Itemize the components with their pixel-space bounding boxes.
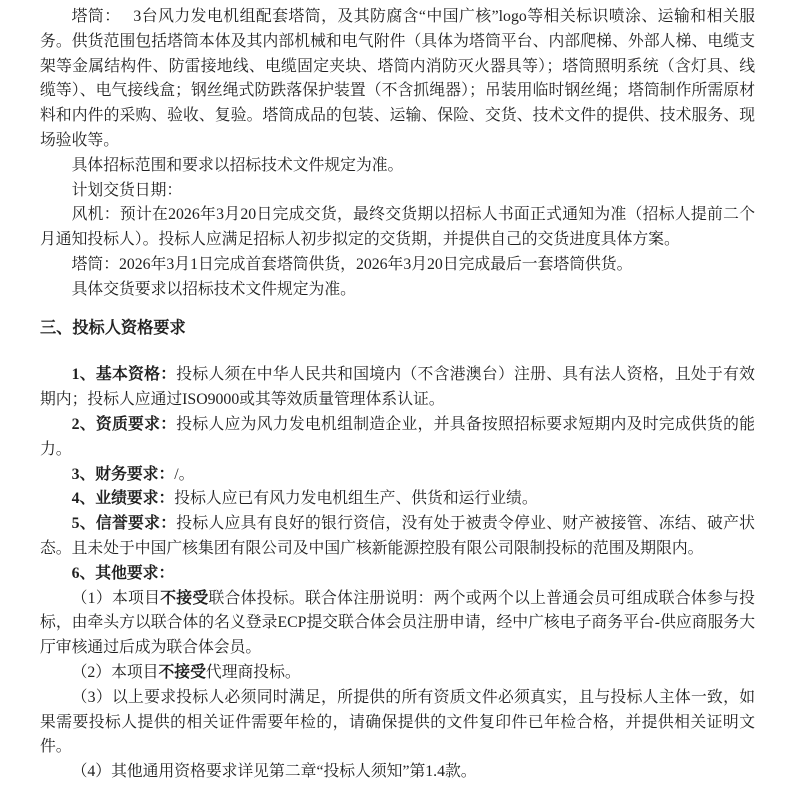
text-run: 投标人应已有风力发电机组生产、供货和运行业绩。 (174, 490, 538, 508)
bold-text-run: 2、资质要求： (71, 415, 177, 433)
section-heading-bidder-qualification (40, 316, 755, 341)
paragraph-requirement-1-basic (40, 363, 755, 413)
paragraph-turbine-delivery (40, 203, 755, 253)
bold-text-run: 6、其他要求： (71, 564, 175, 582)
text-run: 风机：预计在2026年3月20日完成交货，最终交货期以招标人书面正式通知为准（招标人提前二个月通知投标人）。投标人应满足招标人初步拟定的交货期，并提供自己的交货进度具体方案。 (40, 206, 755, 249)
paragraph-requirement-3-financial (40, 463, 755, 488)
paragraph-scope-reference (40, 154, 755, 179)
paragraph-other-4-general (40, 760, 755, 785)
text-run: （2）本项目 (71, 663, 159, 681)
text-run: 联合体投标。联合体注册说明：两个或两个以上普通会员可组成联合体参与投标，由牵头方以联合体的名义登录ECP提交联合体会员注册申请，经中广核电子商务平台-供应商服务大厅审核通过后成为联合体会员。 (40, 589, 755, 657)
text-run: 投标人应具有良好的银行资信，没有处于被责令停业、财产被接管、冻结、破产状态。且未处于中国广核集团有限公司及中国广核新能源控股有限公司限制投标的范围及期限内。 (40, 515, 755, 557)
paragraph-other-2-no-agent (40, 661, 755, 686)
paragraph-requirement-5-credit (40, 512, 755, 562)
paragraph-delivery-reference (40, 278, 755, 303)
text-run: （4）其他通用资格要求详见第二章“投标人须知”第1.4款。 (71, 763, 477, 781)
text-run: 投标人须在中华人民共和国境内（不含港澳台）注册、具有法人资格，且处于有效期内；投标人应通过ISO9000或其等效质量管理体系认证。 (40, 366, 755, 409)
paragraph-requirement-6-other-label (40, 562, 755, 587)
text-run: 塔筒： 3台风力发电机组配套塔筒，及其防腐含“中国广核”logo等相关标识喷涂、运输和相关服务。供货范围包括塔筒本体及其内部机械和电气附件（具体为塔筒平台、内部爬梯、外部人梯、电缆支架等金属结构件、防雷接地线、电缆固定夹块、塔筒内消防灭火器具等）；塔筒照明系统（含灯具、线缆等）、电气接线盒；钢丝绳式防跌落保护装置（不含抓绳器）；吊装用临时钢丝绳；塔筒制作所需原材料和内件的采购、验收、复验。塔筒成品的包装、运输、保险、交货、技术文件的提供、技术服务、现场验收等。 (40, 8, 755, 149)
text-run: 投标人应为风力发电机组制造企业，并具备按照招标要求短期内及时完成供货的能力。 (40, 415, 755, 458)
text-run: 具体招标范围和要求以招标技术文件规定为准。 (71, 156, 404, 174)
text-run: 塔筒：2026年3月1日完成首套塔筒供货，2026年3月20日完成最后一套塔筒供货。 (71, 255, 633, 273)
paragraph-tower-supply-scope (40, 5, 755, 154)
paragraph-requirement-4-performance (40, 487, 755, 512)
bold-text-run: 3、财务要求： (71, 465, 175, 483)
text-run: （1）本项目 (71, 589, 161, 607)
paragraph-delivery-date-label (40, 179, 755, 204)
bold-text-run: 5、信誉要求： (71, 515, 177, 533)
paragraph-requirement-2-qualification (40, 413, 755, 463)
bold-text-run: 不接受 (158, 663, 206, 681)
bold-text-run: 4、业绩要求： (71, 490, 175, 508)
document-body (40, 5, 755, 785)
text-run: 具体交货要求以招标技术文件规定为准。 (71, 280, 356, 298)
text-run: （3）以上要求投标人必须同时满足，所提供的所有资质文件必须真实，且与投标人主体一致，如果需要投标人提供的相关证件需要年检的，请确保提供的文件复印件已年检合格，并提供相关证明文件。 (40, 688, 755, 756)
bold-text-run: 1、基本资格： (71, 366, 177, 384)
text-run: 代理商投标。 (205, 663, 301, 681)
paragraph-other-1-no-consortium (40, 587, 755, 661)
bold-text-run: 不接受 (160, 589, 209, 607)
paragraph-tower-delivery (40, 253, 755, 278)
text-run: 计划交货日期： (71, 181, 183, 199)
paragraph-other-3-simultaneous (40, 686, 755, 760)
bold-text-run: 三、投标人资格要求 (40, 318, 186, 337)
text-run: /。 (174, 465, 195, 483)
